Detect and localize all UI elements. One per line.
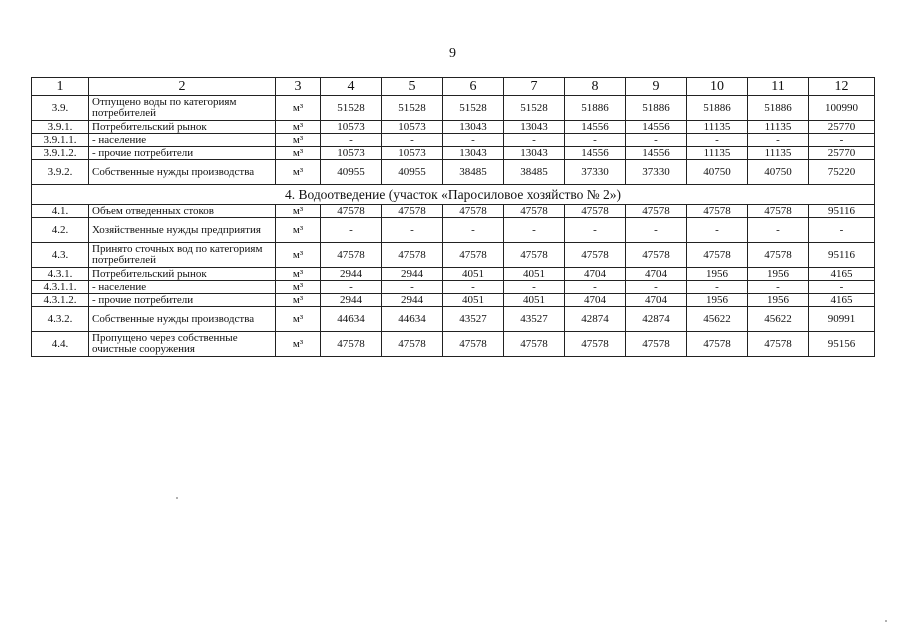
value-cell: 47578	[443, 205, 504, 218]
value-cell: 47578	[504, 332, 565, 357]
row-code: 3.9.1.2.	[32, 147, 89, 160]
value-cell: -	[626, 281, 687, 294]
value-cell: 14556	[626, 121, 687, 134]
value-cell: 47578	[626, 243, 687, 268]
row-unit: м³	[276, 332, 321, 357]
value-cell: -	[748, 281, 809, 294]
row-name: Принято сточных вод по категориям потребителей	[89, 243, 276, 268]
table-row	[32, 147, 875, 160]
value-cell: -	[504, 218, 565, 243]
value-cell: 42874	[565, 307, 626, 332]
row-unit: м³	[276, 218, 321, 243]
row-code: 4.4.	[32, 332, 89, 357]
value-cell: 47578	[443, 332, 504, 357]
value-cell: -	[504, 134, 565, 147]
section-row	[32, 185, 875, 205]
header-cell: 8	[565, 78, 626, 96]
value-cell: 47578	[748, 332, 809, 357]
value-cell: 51886	[626, 96, 687, 121]
page-number: 9	[449, 46, 456, 61]
row-name: - прочие потребители	[89, 294, 276, 307]
value-cell: 40750	[687, 160, 748, 185]
header-cell: 6	[443, 78, 504, 96]
value-cell: 51886	[565, 96, 626, 121]
table-row	[32, 307, 875, 332]
row-unit: м³	[276, 281, 321, 294]
value-cell: 4051	[504, 294, 565, 307]
value-cell: 47578	[565, 243, 626, 268]
table-row	[32, 294, 875, 307]
row-code: 4.3.	[32, 243, 89, 268]
scan-speck	[885, 620, 887, 622]
value-cell: -	[321, 281, 382, 294]
value-cell: -	[809, 218, 875, 243]
value-cell: 11135	[748, 121, 809, 134]
header-cell: 3	[276, 78, 321, 96]
value-cell: 95116	[809, 243, 875, 268]
value-cell: 47578	[321, 243, 382, 268]
value-cell: 2944	[382, 268, 443, 281]
table-row	[32, 134, 875, 147]
row-unit: м³	[276, 160, 321, 185]
value-cell: 44634	[321, 307, 382, 332]
row-name: - население	[89, 281, 276, 294]
row-unit: м³	[276, 121, 321, 134]
header-cell: 2	[89, 78, 276, 96]
value-cell: 2944	[382, 294, 443, 307]
row-name: Отпущено воды по категориям потребителей	[89, 96, 276, 121]
value-cell: 10573	[382, 147, 443, 160]
value-cell: 13043	[443, 147, 504, 160]
header-cell: 12	[809, 78, 875, 96]
value-cell: 4165	[809, 268, 875, 281]
row-code: 4.1.	[32, 205, 89, 218]
value-cell: 13043	[504, 121, 565, 134]
row-unit: м³	[276, 96, 321, 121]
value-cell: 25770	[809, 121, 875, 134]
value-cell: 95116	[809, 205, 875, 218]
scan-speck	[176, 497, 178, 499]
value-cell: 13043	[504, 147, 565, 160]
value-cell: -	[565, 281, 626, 294]
value-cell: 1956	[748, 294, 809, 307]
value-cell: 47578	[382, 332, 443, 357]
value-cell: 11135	[748, 147, 809, 160]
value-cell: -	[626, 134, 687, 147]
value-cell: 38485	[443, 160, 504, 185]
value-cell: 47578	[443, 243, 504, 268]
value-cell: 43527	[443, 307, 504, 332]
value-cell: 4704	[626, 294, 687, 307]
value-cell: 47578	[565, 205, 626, 218]
table-body	[32, 78, 875, 357]
value-cell: -	[809, 134, 875, 147]
value-cell: 47578	[382, 205, 443, 218]
value-cell: 25770	[809, 147, 875, 160]
header-cell: 5	[382, 78, 443, 96]
value-cell: 51528	[321, 96, 382, 121]
value-cell: -	[565, 134, 626, 147]
row-name: Собственные нужды производства	[89, 307, 276, 332]
value-cell: 38485	[504, 160, 565, 185]
table-header-row	[32, 78, 875, 96]
value-cell: -	[382, 281, 443, 294]
value-cell: -	[748, 218, 809, 243]
value-cell: 47578	[687, 243, 748, 268]
row-unit: м³	[276, 134, 321, 147]
value-cell: 47578	[687, 332, 748, 357]
row-name: Собственные нужды производства	[89, 160, 276, 185]
value-cell: 13043	[443, 121, 504, 134]
value-cell: 2944	[321, 268, 382, 281]
value-cell: -	[687, 134, 748, 147]
value-cell: 2944	[321, 294, 382, 307]
row-code: 3.9.1.	[32, 121, 89, 134]
header-cell: 10	[687, 78, 748, 96]
table-row	[32, 332, 875, 357]
value-cell: -	[443, 134, 504, 147]
value-cell: -	[687, 218, 748, 243]
value-cell: 4704	[565, 268, 626, 281]
value-cell: -	[565, 218, 626, 243]
table-row	[32, 218, 875, 243]
value-cell: 47578	[382, 243, 443, 268]
row-name: Пропущено через собственные очистные сооружения	[89, 332, 276, 357]
value-cell: 40750	[748, 160, 809, 185]
value-cell: -	[382, 134, 443, 147]
value-cell: 37330	[565, 160, 626, 185]
value-cell: 4165	[809, 294, 875, 307]
value-cell: 37330	[626, 160, 687, 185]
value-cell: 14556	[565, 121, 626, 134]
table-row	[32, 268, 875, 281]
table-row	[32, 205, 875, 218]
header-cell: 11	[748, 78, 809, 96]
row-name: Хозяйственные нужды предприятия	[89, 218, 276, 243]
value-cell: 1956	[687, 268, 748, 281]
value-cell: 47578	[565, 332, 626, 357]
value-cell: 11135	[687, 147, 748, 160]
value-cell: 51528	[382, 96, 443, 121]
value-cell: 47578	[504, 243, 565, 268]
value-cell: 47578	[321, 205, 382, 218]
row-unit: м³	[276, 268, 321, 281]
value-cell: 1956	[687, 294, 748, 307]
value-cell: 51886	[748, 96, 809, 121]
row-name: Потребительский рынок	[89, 121, 276, 134]
value-cell: 10573	[321, 121, 382, 134]
section-title: 4. Водоотведение (участок «Паросиловое хозяйство № 2»)	[32, 185, 875, 205]
value-cell: -	[321, 218, 382, 243]
value-cell: 42874	[626, 307, 687, 332]
value-cell: 4051	[443, 268, 504, 281]
value-cell: 90991	[809, 307, 875, 332]
table-row	[32, 281, 875, 294]
value-cell: 14556	[626, 147, 687, 160]
value-cell: -	[382, 218, 443, 243]
row-unit: м³	[276, 307, 321, 332]
value-cell: -	[748, 134, 809, 147]
row-code: 4.3.1.1.	[32, 281, 89, 294]
header-cell: 7	[504, 78, 565, 96]
row-code: 4.3.2.	[32, 307, 89, 332]
value-cell: 51528	[443, 96, 504, 121]
value-cell: 47578	[321, 332, 382, 357]
value-cell: -	[687, 281, 748, 294]
header-cell: 1	[32, 78, 89, 96]
value-cell: -	[321, 134, 382, 147]
value-cell: 47578	[626, 332, 687, 357]
table-row	[32, 160, 875, 185]
value-cell: -	[504, 281, 565, 294]
value-cell: 4051	[443, 294, 504, 307]
row-code: 3.9.1.1.	[32, 134, 89, 147]
table-row	[32, 243, 875, 268]
row-code: 4.2.	[32, 218, 89, 243]
table-row	[32, 96, 875, 121]
row-code: 4.3.1.2.	[32, 294, 89, 307]
row-unit: м³	[276, 205, 321, 218]
value-cell: 43527	[504, 307, 565, 332]
value-cell: 100990	[809, 96, 875, 121]
value-cell: 47578	[504, 205, 565, 218]
row-code: 3.9.2.	[32, 160, 89, 185]
row-name: Объем отведенных стоков	[89, 205, 276, 218]
value-cell: 40955	[382, 160, 443, 185]
value-cell: 51528	[504, 96, 565, 121]
row-name: - население	[89, 134, 276, 147]
value-cell: -	[809, 281, 875, 294]
value-cell: 14556	[565, 147, 626, 160]
value-cell: 10573	[321, 147, 382, 160]
value-cell: 4704	[565, 294, 626, 307]
value-cell: 47578	[626, 205, 687, 218]
value-cell: 44634	[382, 307, 443, 332]
value-cell: 95156	[809, 332, 875, 357]
row-name: - прочие потребители	[89, 147, 276, 160]
value-cell: 4051	[504, 268, 565, 281]
value-cell: -	[443, 218, 504, 243]
row-code: 4.3.1.	[32, 268, 89, 281]
value-cell: 4704	[626, 268, 687, 281]
value-cell: -	[443, 281, 504, 294]
value-cell: 47578	[687, 205, 748, 218]
value-cell: 1956	[748, 268, 809, 281]
value-cell: 10573	[382, 121, 443, 134]
header-cell: 4	[321, 78, 382, 96]
value-cell: 45622	[748, 307, 809, 332]
value-cell: 51886	[687, 96, 748, 121]
value-cell: 11135	[687, 121, 748, 134]
row-unit: м³	[276, 243, 321, 268]
value-cell: 47578	[748, 243, 809, 268]
value-cell: 40955	[321, 160, 382, 185]
value-cell: -	[626, 218, 687, 243]
row-name: Потребительский рынок	[89, 268, 276, 281]
table-row	[32, 121, 875, 134]
data-table	[31, 77, 875, 357]
row-code: 3.9.	[32, 96, 89, 121]
row-unit: м³	[276, 294, 321, 307]
header-cell: 9	[626, 78, 687, 96]
value-cell: 47578	[748, 205, 809, 218]
row-unit: м³	[276, 147, 321, 160]
value-cell: 75220	[809, 160, 875, 185]
value-cell: 45622	[687, 307, 748, 332]
